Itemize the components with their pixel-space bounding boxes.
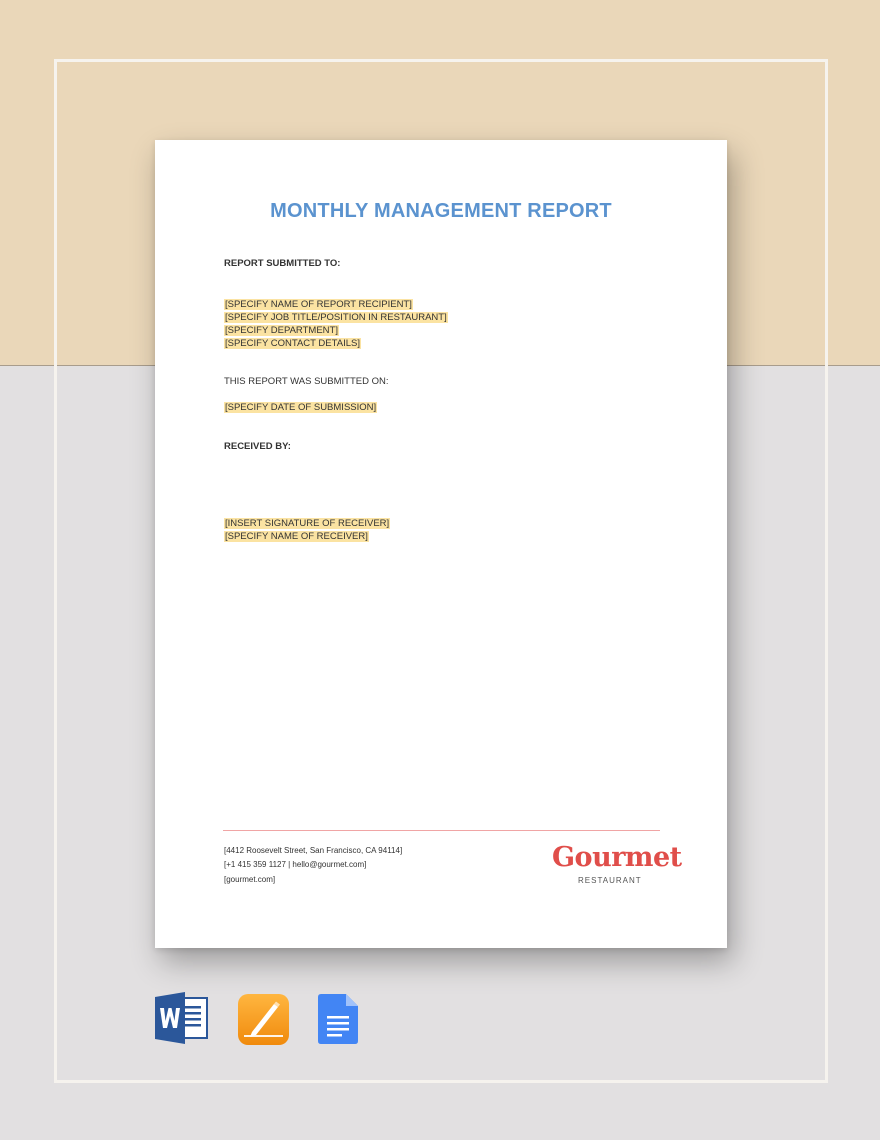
recipient-contact-field: [SPECIFY CONTACT DETAILS] xyxy=(225,338,360,349)
logo-subtitle: RESTAURANT xyxy=(578,876,642,885)
received-by-label: RECEIVED BY: xyxy=(224,441,291,452)
recipient-name-field: [SPECIFY NAME OF REPORT RECIPIENT] xyxy=(225,299,412,310)
receiver-name-field: [SPECIFY NAME OF RECEIVER] xyxy=(225,531,368,542)
document-title: MONTHLY MANAGEMENT REPORT xyxy=(270,200,612,222)
submission-date-field: [SPECIFY DATE OF SUBMISSION] xyxy=(225,402,377,413)
google-docs-icon[interactable] xyxy=(318,994,358,1044)
pages-icon[interactable] xyxy=(238,994,289,1045)
gourmet-logo xyxy=(552,842,682,892)
receiver-signature-field: [INSERT SIGNATURE OF RECEIVER] xyxy=(225,518,390,529)
footer-address: [4412 Roosevelt Street, San Francisco, CA 94114] xyxy=(224,846,403,855)
footer-website: [gourmet.com] xyxy=(224,875,276,884)
recipient-department-field: [SPECIFY DEPARTMENT] xyxy=(225,325,338,336)
footer-divider xyxy=(223,830,660,831)
submitted-to-label: REPORT SUBMITTED TO: xyxy=(224,258,341,269)
logo-wordmark: Gourmet xyxy=(552,842,682,873)
word-icon[interactable] xyxy=(155,992,209,1044)
footer-contact: [+1 415 359 1127 | hello@gourmet.com] xyxy=(224,860,367,869)
recipient-title-field: [SPECIFY JOB TITLE/POSITION IN RESTAURANT] xyxy=(225,312,447,323)
document-page xyxy=(155,140,727,948)
submitted-on-label: THIS REPORT WAS SUBMITTED ON: xyxy=(224,376,389,387)
